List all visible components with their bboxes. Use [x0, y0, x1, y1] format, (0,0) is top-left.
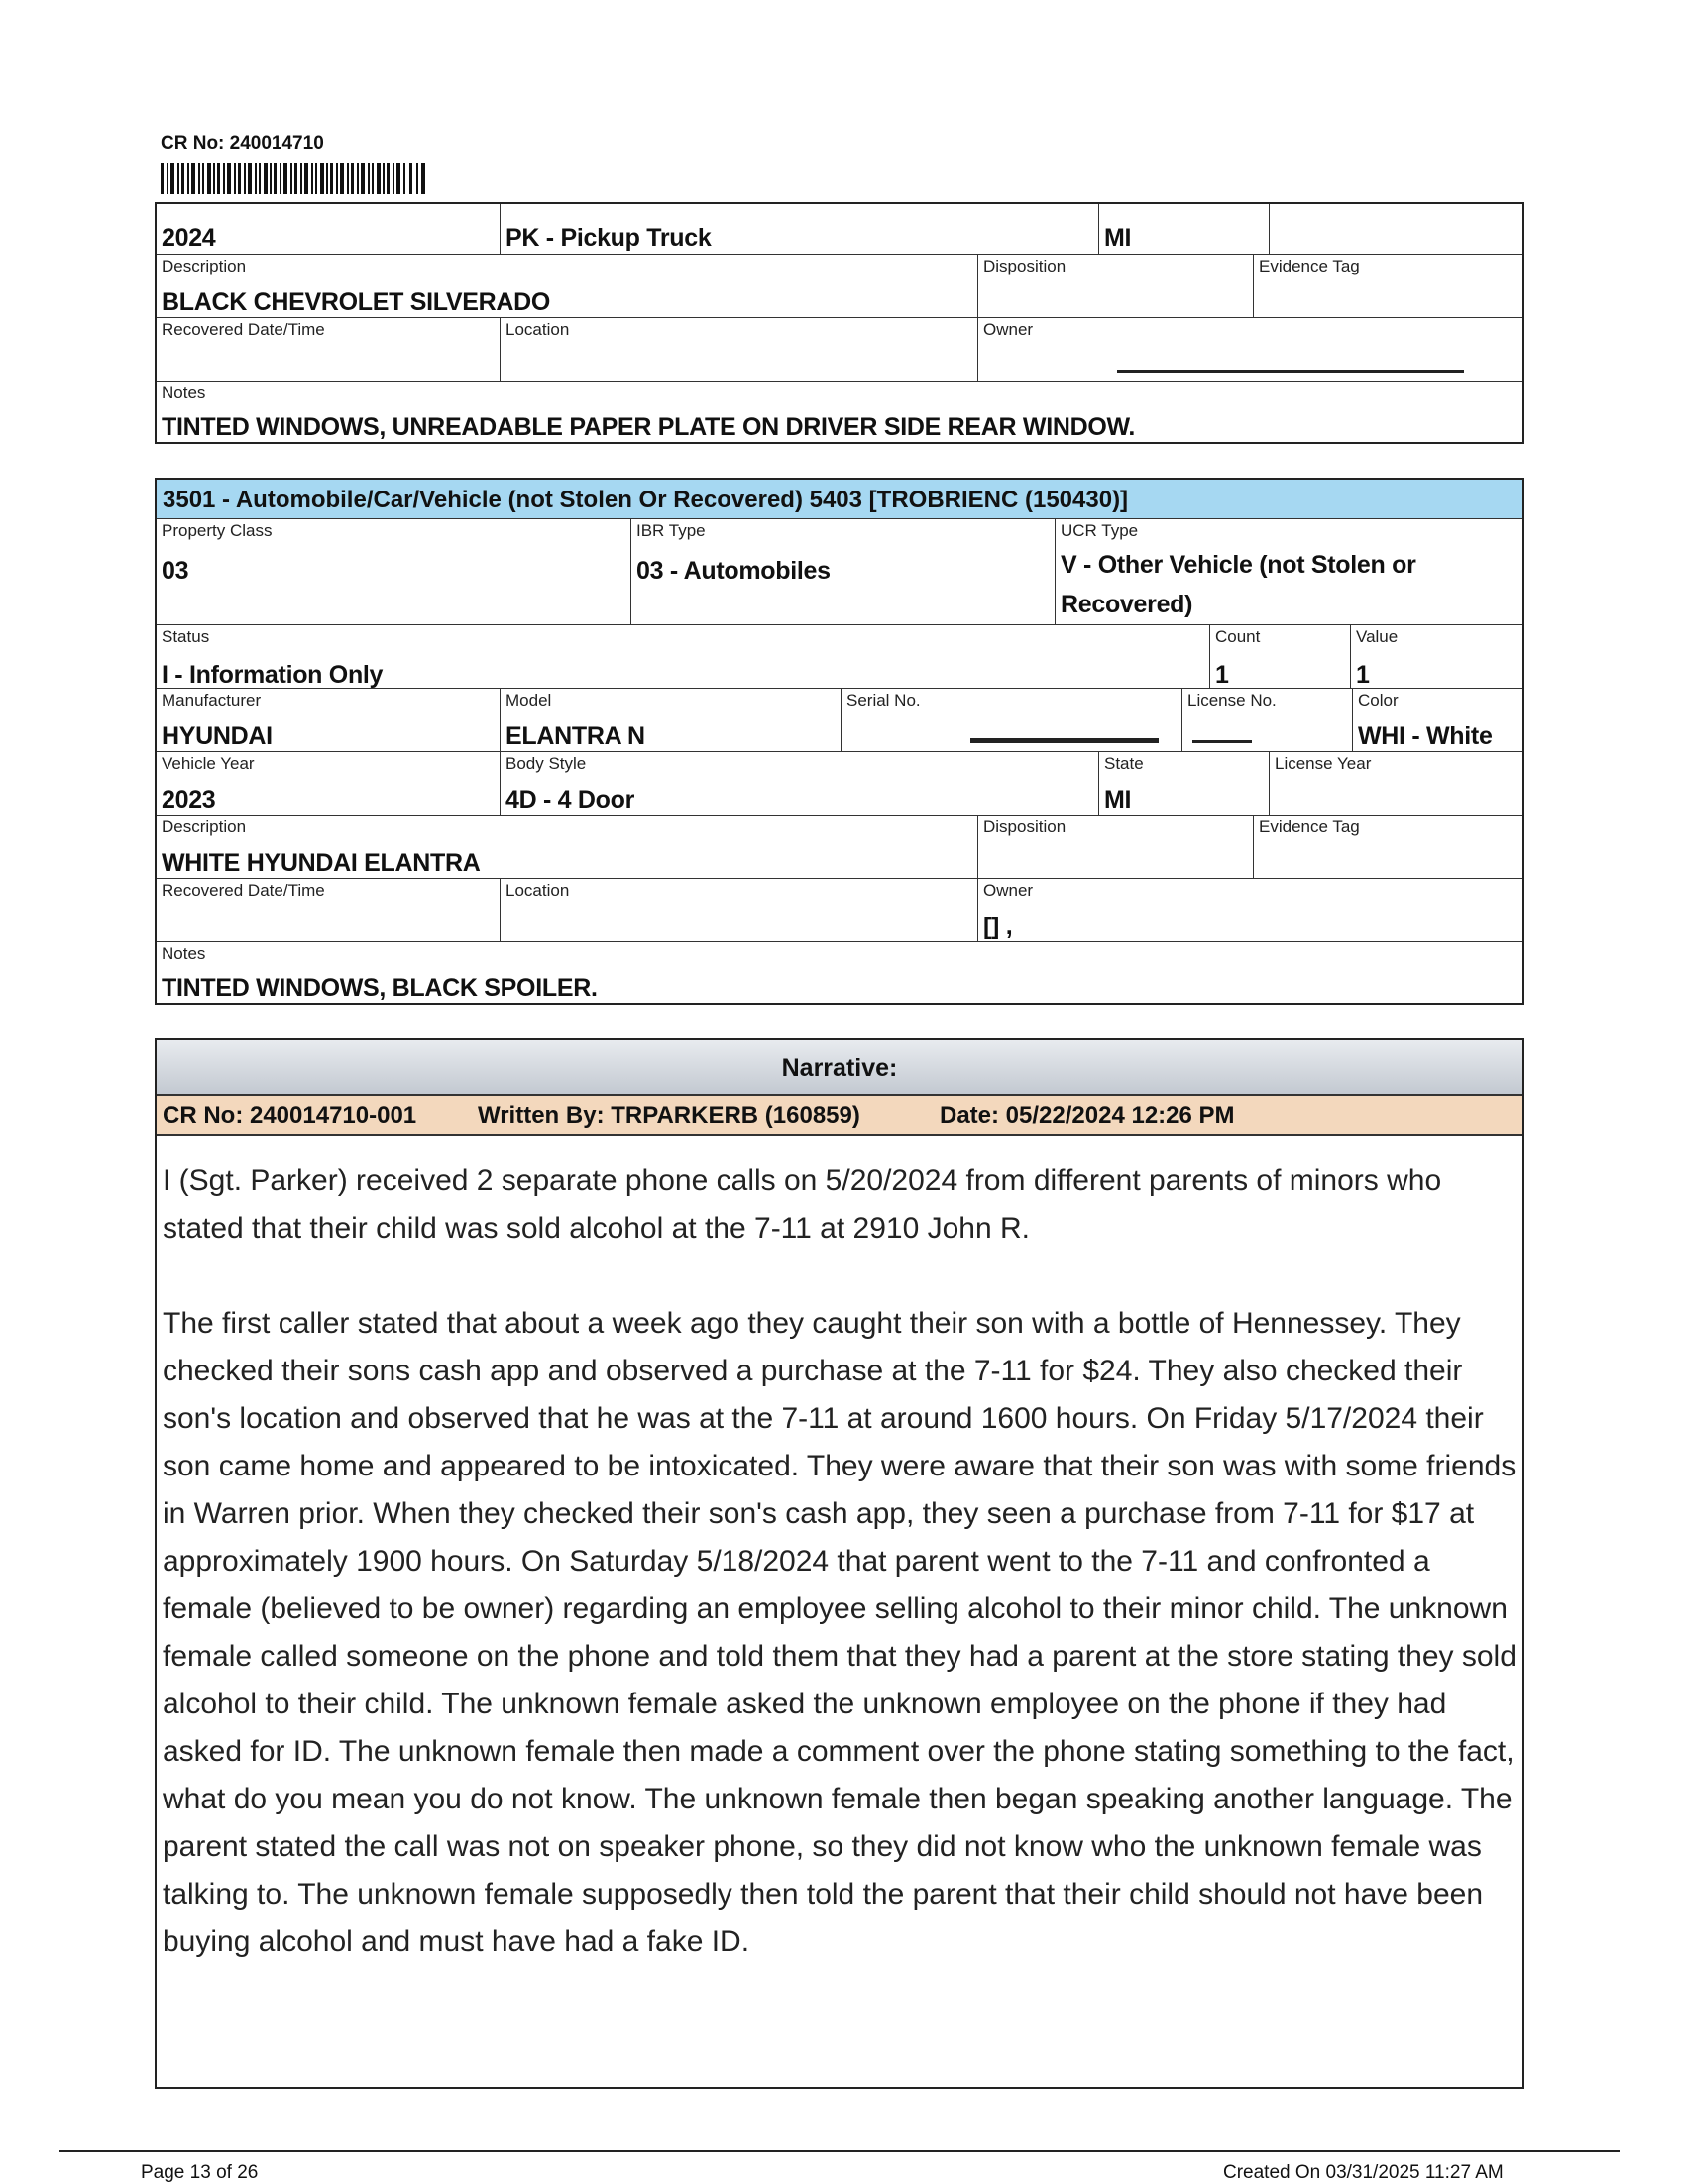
state-cell: [1098, 751, 1269, 815]
location-label: Location: [506, 320, 570, 339]
vehicle-2-section: [155, 478, 1524, 1005]
body-style-value: PK - Pickup Truck: [506, 224, 712, 252]
description-label: Description: [162, 257, 247, 275]
state-value: MI: [1104, 786, 1132, 814]
license-no-cell: [1181, 688, 1352, 751]
license-no-label: License No.: [1187, 691, 1277, 710]
license-year-cell: [1269, 751, 1522, 815]
owner-label: Owner: [983, 881, 1034, 900]
narrative-paragraph: The first caller stated that about a week ago they caught their son with a bottle of Hennessey. They checked their sons cash app and observed a purchase at the 7-11 for $24. They also checked their son's location and observed that he was at the 7-11 at around 1600 hours. On Friday 5/17/2024 their son came home and appeared to be intoxicated. They were aware that their son was with some friends in Warren prior. When they checked their son's cash app, they seen a purchase from 7-11 for $17 at approximately 1900 hours. On Saturday 5/18/2024 that parent went to the 7-11 and confronted a female (believed to be owner) regarding an employee selling alcohol to their minor child. The unknown female called someone on the phone and told them that they had a parent at the store stating they sold alcohol to their child. The unknown female asked the unknown employee on the phone if they had asked for ID. The unknown female then made a comment over the phone stating something to the fact, what do you mean you do not know. The unknown female then began speaking another language. The parent stated the call was not on speaker phone, so they did not know who the unknown female was talking to. The unknown female supposedly then told the parent that their child should not have been buying alcohol and must have had a fake ID.: [163, 1307, 1516, 1958]
narrative-written-by: Written By: TRPARKERB (160859): [478, 1102, 860, 1129]
notes-value: TINTED WINDOWS, UNREADABLE PAPER PLATE ON DRIVER SIDE REAR WINDOW.: [162, 413, 1136, 441]
evidence-tag-cell: [1253, 815, 1522, 878]
property-class-value: 03: [162, 557, 189, 585]
narrative-title: Narrative:: [781, 1054, 898, 1082]
recovered-label: Recovered Date/Time: [162, 320, 325, 339]
vehicle-1-section: [155, 202, 1524, 444]
narrative-body: [163, 1157, 1520, 2014]
color-label: Color: [1358, 691, 1399, 710]
narrative-cr-number: CR No: 240014710-001: [163, 1102, 417, 1129]
ibr-type-label: IBR Type: [636, 521, 706, 540]
vehicle-year-value: 2024: [162, 224, 216, 252]
location-cell: [500, 317, 977, 381]
color-value: WHI - White: [1358, 722, 1493, 750]
description-value: BLACK CHEVROLET SILVERADO: [162, 288, 551, 316]
model-label: Model: [506, 691, 552, 710]
state-cell: [1098, 204, 1269, 254]
vehicle-2-header-text: 3501 - Automobile/Car/Vehicle (not Stolen Or Recovered) 5403 [TROBRIENC (150430)]: [163, 487, 1129, 513]
value-label: Value: [1356, 627, 1399, 646]
ibr-type-value: 03 - Automobiles: [636, 557, 831, 585]
evidence-tag-label: Evidence Tag: [1259, 257, 1360, 275]
recovered-cell: [157, 317, 500, 381]
manufacturer-label: Manufacturer: [162, 691, 262, 710]
state-label: State: [1104, 754, 1144, 773]
disposition-cell: [977, 815, 1253, 878]
vehicle-year-cell: [157, 204, 500, 254]
barcode: [161, 163, 426, 194]
narrative-subheader: [157, 1096, 1522, 1136]
model-value: ELANTRA N: [506, 722, 645, 750]
serial-no-cell: [841, 688, 1181, 751]
color-cell: [1352, 688, 1522, 751]
body-style-label: Body Style: [506, 754, 587, 773]
notes-label: Notes: [162, 944, 206, 963]
disposition-label: Disposition: [983, 257, 1067, 275]
footer-rule: [59, 2150, 1620, 2152]
disposition-label: Disposition: [983, 818, 1067, 836]
description-value: WHITE HYUNDAI ELANTRA: [162, 849, 481, 877]
page-number: Page 13 of 26: [141, 2162, 259, 2183]
serial-no-redaction: [970, 738, 1159, 743]
evidence-tag-label: Evidence Tag: [1259, 818, 1360, 836]
count-cell: [1209, 624, 1350, 688]
description-cell: [157, 254, 977, 317]
owner-value: [] ,: [983, 913, 1013, 940]
ucr-type-cell: [1055, 519, 1522, 624]
narrative-section: [155, 1038, 1524, 2089]
owner-cell: [977, 317, 1522, 381]
notes-cell: [157, 941, 1522, 1003]
serial-no-label: Serial No.: [846, 691, 921, 710]
count-value: 1: [1215, 661, 1229, 689]
model-cell: [500, 688, 841, 751]
owner-cell: [977, 878, 1522, 941]
narrative-date: Date: 05/22/2024 12:26 PM: [940, 1102, 1235, 1129]
notes-cell: [157, 381, 1522, 442]
status-label: Status: [162, 627, 210, 646]
state-value: MI: [1104, 224, 1132, 252]
ibr-type-cell: [630, 519, 1055, 624]
description-label: Description: [162, 818, 247, 836]
narrative-paragraph: I (Sgt. Parker) received 2 separate phone calls on 5/20/2024 from different parents of minors who stated that their child was sold alcohol at the 7-11 at 2910 John R.: [163, 1164, 1442, 1245]
narrative-header: [157, 1040, 1522, 1096]
vehicle-2-header: [157, 480, 1522, 519]
manufacturer-value: HYUNDAI: [162, 722, 273, 750]
property-class-label: Property Class: [162, 521, 273, 540]
status-value: I - Information Only: [162, 661, 384, 689]
value-cell: [1350, 624, 1522, 688]
owner-redaction: [1117, 370, 1464, 373]
ucr-type-label: UCR Type: [1061, 521, 1139, 540]
manufacturer-cell: [157, 688, 500, 751]
location-label: Location: [506, 881, 570, 900]
recovered-cell: [157, 878, 500, 941]
location-cell: [500, 878, 977, 941]
evidence-tag-cell: [1253, 254, 1522, 317]
license-no-redaction: [1192, 740, 1252, 743]
ucr-type-value: V - Other Vehicle (not Stolen or Recovered): [1061, 551, 1416, 618]
notes-label: Notes: [162, 383, 206, 402]
notes-value: TINTED WINDOWS, BLACK SPOILER.: [162, 974, 598, 1002]
property-class-cell: [157, 519, 630, 624]
recovered-label: Recovered Date/Time: [162, 881, 325, 900]
vehicle-year-value: 2023: [162, 786, 216, 814]
status-cell: [157, 624, 1209, 688]
vehicle-year-cell: [157, 751, 500, 815]
license-year-label: License Year: [1275, 754, 1372, 773]
license-year-cell: [1269, 204, 1522, 254]
description-cell: [157, 815, 977, 878]
cr-number: CR No: 240014710: [161, 133, 324, 154]
created-on: Created On 03/31/2025 11:27 AM: [1223, 2162, 1504, 2183]
body-style-cell: [500, 751, 1098, 815]
count-label: Count: [1215, 627, 1261, 646]
vehicle-year-label: Vehicle Year: [162, 754, 255, 773]
owner-label: Owner: [983, 320, 1034, 339]
value-value: 1: [1356, 661, 1370, 689]
disposition-cell: [977, 254, 1253, 317]
body-style-value: 4D - 4 Door: [506, 786, 635, 814]
